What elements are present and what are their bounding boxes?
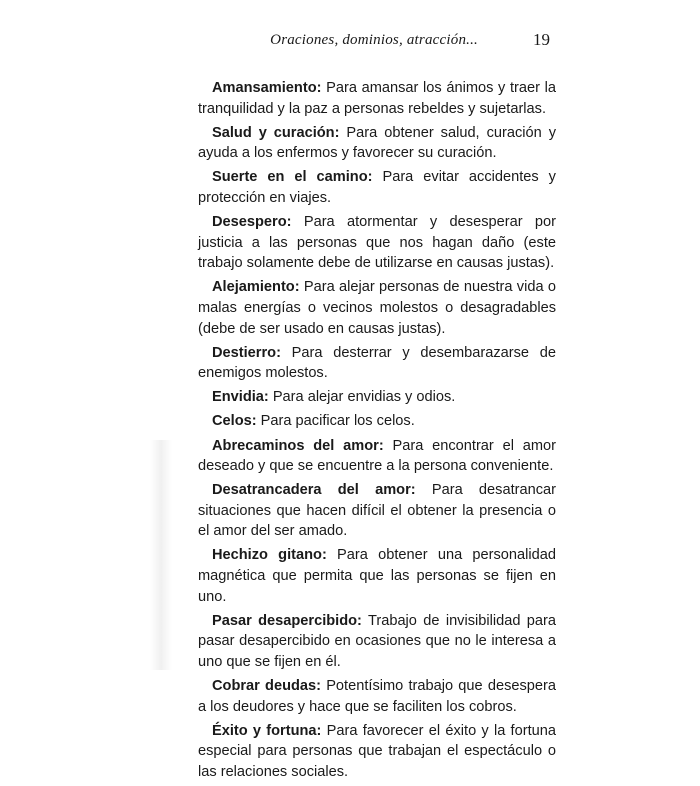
entry-list bbox=[198, 78, 556, 786]
entry-abrecaminos-del-amor bbox=[198, 436, 556, 477]
entry-pasar-desapercibido bbox=[198, 611, 556, 673]
page-header bbox=[200, 32, 550, 56]
entry-text: Para pacificar los celos. bbox=[256, 413, 415, 430]
entry-celos bbox=[198, 411, 556, 432]
entry-text: Para alejar envidias y odios. bbox=[268, 389, 456, 406]
entry-suerte-en-el-camino bbox=[198, 167, 556, 208]
entry-term: Amansamiento: bbox=[212, 80, 322, 96]
entry-term: Pasar desapercibido: bbox=[212, 612, 362, 629]
entry-term: Alejamiento: bbox=[212, 279, 300, 296]
entry-cobrar-deudas bbox=[198, 676, 556, 717]
entry-term: Destierro: bbox=[212, 344, 281, 361]
entry-alejamiento bbox=[198, 277, 556, 339]
entry-text: Para evitar accidentes y protección en viajes. bbox=[198, 169, 556, 206]
entry-destierro bbox=[198, 343, 556, 384]
entry-text: Para desatrancar situaciones que hacen difícil el obtener la presencia o el amor del ser amado. bbox=[198, 482, 556, 540]
running-title: Oraciones, dominios, atracción... bbox=[270, 32, 478, 48]
entry-envidia bbox=[198, 387, 556, 408]
entry-text: Para encontrar el amor deseado y que se encuentre a la persona conveniente. bbox=[198, 437, 556, 475]
entry-text: Para alejar personas de nuestra vida o malas energías o vecinos molestos o desagradables (debe de ser usado en causas justas). bbox=[198, 279, 556, 337]
entry-text: Trabajo de invisibilidad para pasar desapercibido en ocasiones que no le interesa a uno que se fijen en él. bbox=[198, 612, 556, 670]
entry-text: Para desterrar y desembarazarse de enemigos molestos. bbox=[198, 344, 556, 382]
entry-term: Abrecaminos del amor: bbox=[212, 437, 384, 454]
entry-amansamiento bbox=[198, 78, 556, 119]
entry-text: Para obtener salud, curación y ayuda a los enfermos y favorecer su curación. bbox=[198, 124, 556, 162]
entry-text: Para obtener una personalidad magnética que permita que las personas se fijen en uno. bbox=[198, 547, 556, 605]
entry-exito-y-fortuna bbox=[198, 721, 556, 783]
entry-term: Celos: bbox=[212, 413, 257, 430]
entry-term: Suerte en el camino: bbox=[212, 169, 373, 186]
page-number: 19 bbox=[533, 30, 550, 49]
entry-term: Envidia: bbox=[212, 389, 269, 406]
scan-shadow bbox=[150, 440, 172, 670]
entry-term: Éxito y fortuna: bbox=[212, 722, 322, 739]
entry-term: Salud y curación: bbox=[212, 124, 340, 141]
entry-text: Para amansar los ánimos y traer la tranquilidad y la paz a personas rebeldes y sujetarlas. bbox=[198, 80, 556, 117]
entry-hechizo-gitano bbox=[198, 545, 556, 607]
entry-text: Para favorecer el éxito y la fortuna especial para personas que trabajan el espectáculo o las relaciones sociales. bbox=[198, 722, 556, 780]
entry-term: Desespero: bbox=[212, 214, 292, 231]
entry-term: Desatrancadera del amor: bbox=[212, 482, 416, 499]
entry-term: Cobrar deudas: bbox=[212, 678, 321, 695]
entry-salud-y-curacion bbox=[198, 123, 556, 164]
entry-term: Hechizo gitano: bbox=[212, 547, 327, 564]
entry-desatrancadera-del-amor bbox=[198, 480, 556, 542]
entry-desespero bbox=[198, 212, 556, 274]
entry-text: Para atormentar y desesperar por justicia a las personas que nos hagan daño (este trabajo solamente debe de utilizarse en causas justas). bbox=[198, 214, 556, 272]
entry-text: Potentísimo trabajo que desespera a los deudores y hace que se faciliten los cobros. bbox=[198, 678, 556, 715]
